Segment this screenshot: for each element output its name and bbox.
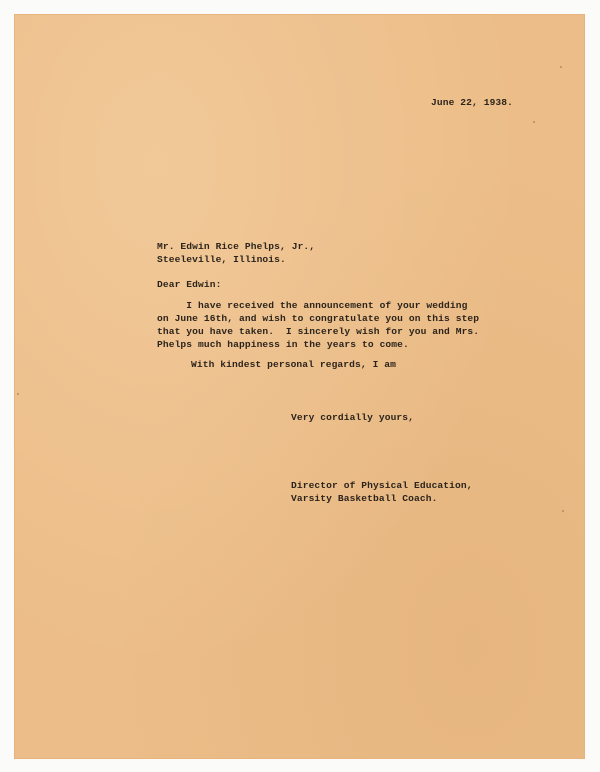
body-line: on June 16th, and wish to congratulate you on this step (157, 313, 480, 324)
salutation: Dear Edwin: (157, 279, 222, 290)
signature-title: Director of Physical Education, (291, 480, 473, 491)
valediction: Very cordially yours, (291, 412, 415, 423)
closing-line: With kindest personal regards, I am (191, 359, 397, 370)
letter-paper (14, 14, 585, 759)
paper-speck (560, 66, 562, 68)
body-line: Phelps much happiness in the years to come. (157, 339, 409, 350)
letter-date: June 22, 1938. (431, 97, 514, 108)
paper-speck (562, 510, 564, 512)
recipient-city: Steeleville, Illinois. (157, 254, 286, 265)
recipient-name: Mr. Edwin Rice Phelps, Jr., (157, 241, 316, 252)
body-line: that you have taken. I sincerely wish for you and Mrs. (157, 326, 480, 337)
paper-speck (533, 121, 535, 123)
signature-title: Varsity Basketball Coach. (291, 493, 438, 504)
paper-speck (17, 393, 19, 395)
body-line: I have received the announcement of your wedding (157, 300, 468, 311)
